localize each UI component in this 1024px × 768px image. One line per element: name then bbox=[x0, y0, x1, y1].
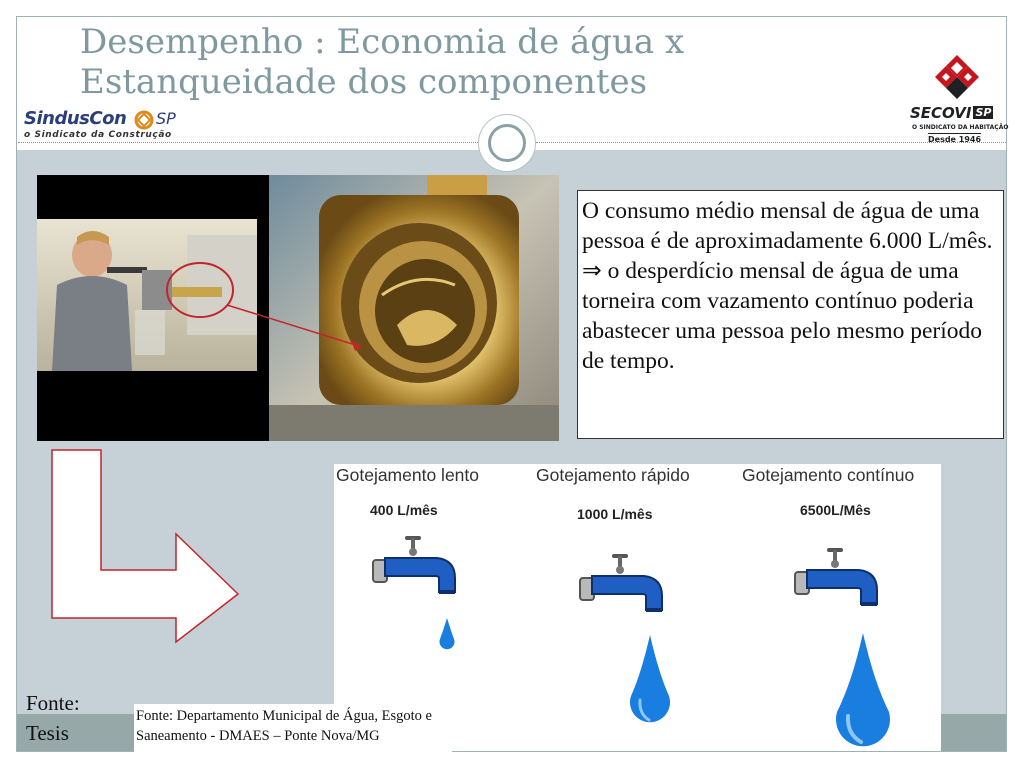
faucet-fast-icon bbox=[574, 550, 666, 624]
source-citation: Fonte: Departamento Municipal de Água, Esgoto e Saneamento - DMAES – Ponte Nova/MG bbox=[134, 704, 452, 768]
sinduscon-logo-name: SindusCon bbox=[24, 108, 127, 129]
l-shaped-arrow-icon bbox=[50, 448, 242, 644]
info-text-box bbox=[577, 190, 1004, 439]
info-paragraph-2-text: o desperdício mensal de água de uma torneira com vazamento contínuo poderia abastecer uma pessoa pelo mesmo período de tempo. bbox=[582, 258, 983, 374]
slide-title bbox=[80, 22, 840, 102]
water-drop-small-icon bbox=[438, 617, 456, 653]
drip-rate-continuous: 6500L/Mês bbox=[800, 502, 871, 518]
sinduscon-emblem-icon bbox=[133, 109, 155, 131]
implies-arrow-icon: ⇒ bbox=[582, 258, 602, 284]
leak-test-photo bbox=[37, 175, 559, 441]
secovi-logo-name bbox=[910, 104, 993, 122]
drip-label-continuous: Gotejamento contínuo bbox=[742, 465, 915, 485]
divider-circle-inner bbox=[488, 124, 526, 162]
faucet-slow-icon bbox=[367, 532, 459, 606]
secovi-logo-since: Desde 1946 bbox=[928, 135, 982, 144]
secovi-logo-sp: SP bbox=[975, 106, 992, 119]
sinduscon-logo-subtitle: o Sindicato da Construção bbox=[24, 130, 172, 140]
divider-circle-ornament bbox=[478, 114, 536, 172]
info-paragraph-1: O consumo médio mensal de água de uma pessoa é de aproximadamente 6.000 L/mês. bbox=[582, 198, 993, 254]
faucet-continuous-icon bbox=[789, 544, 881, 618]
water-drop-large-icon bbox=[832, 632, 894, 750]
fonte-label-line-2: Tesis bbox=[26, 721, 69, 745]
drip-label-slow: Gotejamento lento bbox=[336, 465, 480, 485]
secovi-emblem-icon bbox=[934, 54, 980, 100]
info-paragraph-2 bbox=[582, 256, 999, 376]
fonte-label bbox=[26, 688, 80, 748]
slide-title-line-2: Estanqueidade dos componentes bbox=[80, 62, 648, 102]
fonte-label-line-1: Fonte: bbox=[26, 691, 80, 715]
drip-rate-fast: 1000 L/mês bbox=[577, 506, 653, 522]
water-drop-medium-icon bbox=[627, 634, 673, 730]
sinduscon-logo bbox=[24, 108, 184, 144]
secovi-logo bbox=[906, 54, 1009, 146]
drip-rate-slow: 400 L/mês bbox=[370, 502, 438, 518]
sinduscon-logo-sp: SP bbox=[156, 109, 176, 128]
secovi-logo-name-text: SECOVI bbox=[910, 104, 972, 122]
secovi-logo-subtitle: O SINDICATO DA HABITAÇÃO bbox=[912, 124, 1009, 131]
drip-label-fast: Gotejamento rápido bbox=[536, 465, 690, 485]
slide-title-line-1: Desempenho : Economia de água x bbox=[80, 22, 685, 62]
